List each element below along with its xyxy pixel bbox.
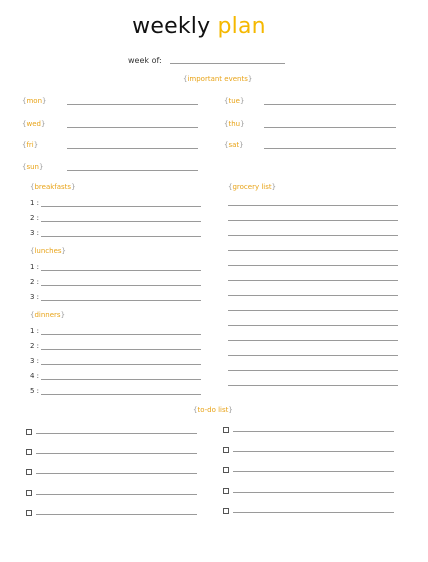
grocery-line-2[interactable]	[228, 220, 398, 221]
grocery-line-1[interactable]	[228, 205, 398, 206]
lunch-line-2[interactable]	[41, 285, 201, 286]
todo-checkbox-left-3[interactable]	[26, 469, 32, 475]
grocery-line-5[interactable]	[228, 265, 398, 266]
day-field-fri[interactable]	[67, 148, 198, 149]
day-label-fri: {fri}	[22, 141, 39, 149]
todo-checkbox-left-4[interactable]	[26, 490, 32, 496]
section-grocery-list: {grocery list}	[228, 183, 277, 191]
day-label-sun: {sun}	[22, 163, 44, 171]
dinner-line-1[interactable]	[41, 334, 201, 335]
todo-line-right-1[interactable]	[233, 431, 394, 432]
dinner-number-5: 5 :	[30, 387, 40, 395]
breakfast-line-1[interactable]	[41, 206, 201, 207]
day-label-tue: {tue}	[224, 97, 245, 105]
day-field-sat[interactable]	[264, 148, 396, 149]
todo-checkbox-right-4[interactable]	[223, 488, 229, 494]
day-field-mon[interactable]	[67, 104, 198, 105]
todo-line-left-3[interactable]	[36, 473, 197, 474]
grocery-line-4[interactable]	[228, 250, 398, 251]
title-word-weekly: weekly	[132, 14, 211, 39]
lunch-number-3: 3 :	[30, 293, 40, 301]
dinner-line-3[interactable]	[41, 364, 201, 365]
todo-checkbox-right-1[interactable]	[223, 427, 229, 433]
grocery-line-9[interactable]	[228, 325, 398, 326]
todo-checkbox-left-2[interactable]	[26, 449, 32, 455]
dinner-number-4: 4 :	[30, 372, 40, 380]
dinner-line-2[interactable]	[41, 349, 201, 350]
dinner-number-3: 3 :	[30, 357, 40, 365]
todo-line-left-1[interactable]	[36, 433, 197, 434]
section-lunches: {lunches}	[30, 247, 66, 255]
dinner-number-2: 2 :	[30, 342, 40, 350]
lunch-number-1: 1 :	[30, 263, 40, 271]
day-field-tue[interactable]	[264, 104, 396, 105]
section-dinners: {dinners}	[30, 311, 66, 319]
day-field-thu[interactable]	[264, 127, 396, 128]
todo-line-right-2[interactable]	[233, 451, 394, 452]
section-breakfasts: {breakfasts}	[30, 183, 76, 191]
breakfast-line-2[interactable]	[41, 221, 201, 222]
title-word-plan: plan	[217, 14, 266, 39]
todo-checkbox-left-5[interactable]	[26, 510, 32, 516]
lunch-number-2: 2 :	[30, 278, 40, 286]
dinner-line-5[interactable]	[41, 394, 201, 395]
grocery-line-11[interactable]	[228, 355, 398, 356]
todo-checkbox-right-5[interactable]	[223, 508, 229, 514]
grocery-line-13[interactable]	[228, 385, 398, 386]
page-title	[0, 14, 398, 39]
week-of-field[interactable]	[170, 63, 285, 64]
lunch-line-1[interactable]	[41, 270, 201, 271]
todo-line-left-5[interactable]	[36, 514, 197, 515]
todo-line-right-5[interactable]	[233, 512, 394, 513]
grocery-line-10[interactable]	[228, 340, 398, 341]
section-to-do-list: {to-do list}	[193, 406, 233, 414]
day-label-thu: {thu}	[224, 120, 245, 128]
lunch-line-3[interactable]	[41, 300, 201, 301]
breakfast-number-3: 3 :	[30, 229, 40, 237]
breakfast-line-3[interactable]	[41, 236, 201, 237]
todo-checkbox-left-1[interactable]	[26, 429, 32, 435]
grocery-line-3[interactable]	[228, 235, 398, 236]
section-important-events: {important events}	[183, 75, 253, 83]
day-field-sun[interactable]	[67, 170, 198, 171]
day-field-wed[interactable]	[67, 127, 198, 128]
grocery-line-7[interactable]	[228, 295, 398, 296]
todo-line-right-3[interactable]	[233, 471, 394, 472]
day-label-mon: {mon}	[22, 97, 47, 105]
week-of-label: week of:	[128, 56, 162, 65]
breakfast-number-2: 2 :	[30, 214, 40, 222]
grocery-line-12[interactable]	[228, 370, 398, 371]
dinner-number-1: 1 :	[30, 327, 40, 335]
todo-checkbox-right-3[interactable]	[223, 467, 229, 473]
todo-checkbox-right-2[interactable]	[223, 447, 229, 453]
dinner-line-4[interactable]	[41, 379, 201, 380]
todo-line-right-4[interactable]	[233, 492, 394, 493]
todo-line-left-2[interactable]	[36, 453, 197, 454]
todo-line-left-4[interactable]	[36, 494, 197, 495]
grocery-line-8[interactable]	[228, 310, 398, 311]
grocery-line-6[interactable]	[228, 280, 398, 281]
breakfast-number-1: 1 :	[30, 199, 40, 207]
day-label-wed: {wed}	[22, 120, 46, 128]
day-label-sat: {sat}	[224, 141, 244, 149]
